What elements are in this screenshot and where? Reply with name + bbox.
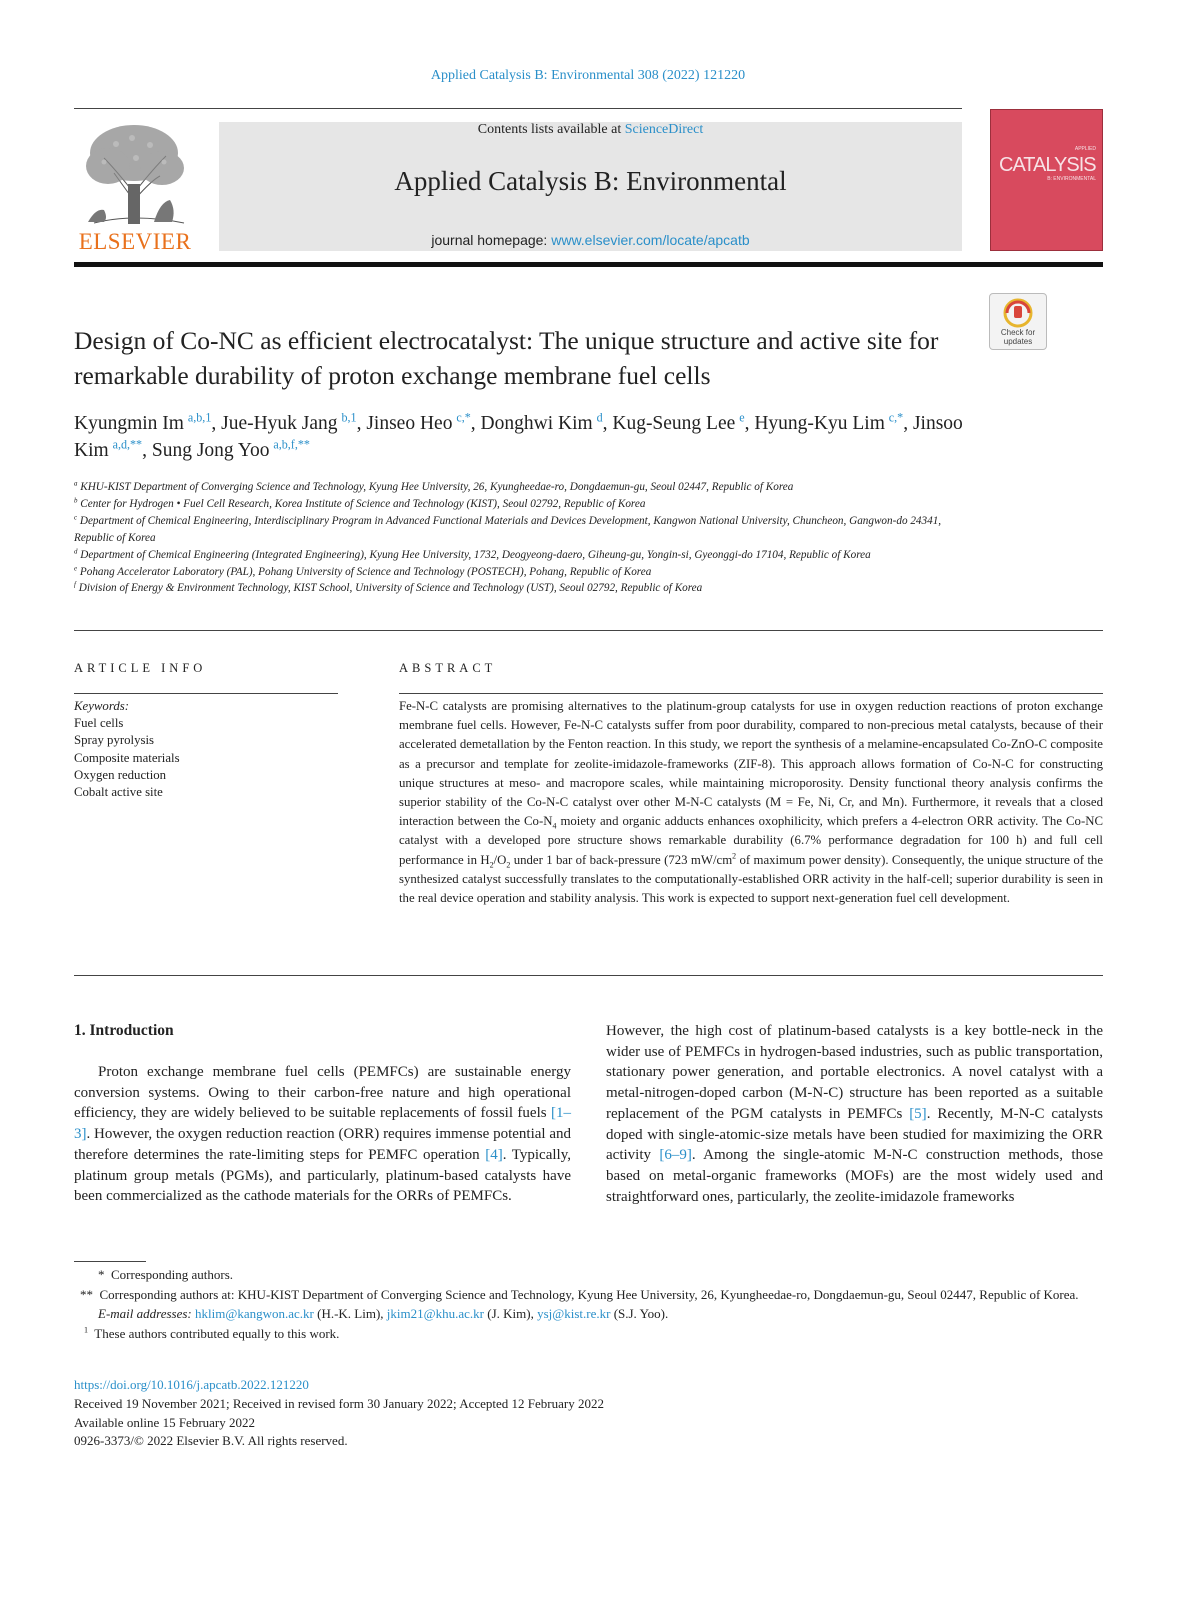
- check-for-updates-button[interactable]: [989, 293, 1047, 350]
- affiliation-text: Pohang Accelerator Laboratory (PAL), Pohang University of Science and Technology (POSTECH), Pohang, Republic of Korea: [79, 565, 652, 578]
- author-name[interactable]: Kyungmin Im: [74, 413, 184, 434]
- author-affiliation-marks[interactable]: e: [739, 410, 745, 425]
- abstract-end-rule: [74, 975, 1103, 976]
- body-text: Proton exchange membrane fuel cells (PEMFCs) are sustainable energy conversion systems. Owing to their carbon-free nature and high operational efficiency, they are widely believed to be suitable replacements of fossil fuels: [74, 1064, 571, 1122]
- footnote-equal-contribution: [74, 1324, 1103, 1344]
- body-text: . Recently, M-N-C catalysts doped with single-atomic-size metals have been studied for maximizing the ORR activity: [606, 1105, 1104, 1164]
- affiliation-item: [74, 513, 974, 547]
- publication-info: [74, 1376, 1103, 1451]
- homepage-line: [219, 232, 962, 248]
- article-title: Design of Co-NC as efficient electrocatalyst: The unique structure and active site for remarkable durability of proton exchange membrane fuel cells: [74, 326, 939, 390]
- elsevier-wordmark: ELSEVIER: [78, 229, 192, 254]
- contents-line: [219, 122, 962, 138]
- email-link[interactable]: hklim@kangwon.ac.kr: [195, 1306, 314, 1321]
- keyword-item: Oxygen reduction: [74, 767, 167, 782]
- affiliation-item: [74, 479, 974, 496]
- affiliation-mark: c: [74, 513, 78, 522]
- footnote-rule: [74, 1261, 146, 1262]
- author-separator: ,: [602, 413, 613, 434]
- keywords-block: [74, 698, 338, 801]
- affiliation-mark: a: [74, 479, 78, 488]
- abstract-segment: under 1 bar of back-pressure (723 mW/cm: [510, 852, 733, 867]
- footnote-emails: [74, 1304, 1103, 1324]
- author-separator: ,: [356, 413, 367, 434]
- footnotes: [74, 1265, 1103, 1343]
- affiliation-text: KHU-KIST Department of Converging Science and Technology, Kyung Hee University, 26, Kyungheedae-ro, Dongdaemun-gu, Seoul 02447, Republic of Korea: [80, 481, 794, 493]
- citation-link[interactable]: [1–3]: [74, 1105, 571, 1143]
- author-affiliation-marks[interactable]: d: [596, 410, 603, 425]
- author-affiliation-marks[interactable]: a,b,1: [187, 410, 212, 425]
- homepage-prefix: journal homepage:: [431, 232, 552, 248]
- email-link[interactable]: ysj@kist.re.kr: [537, 1306, 611, 1321]
- citation-link[interactable]: [4]: [485, 1146, 503, 1163]
- abstract-segment: of maximum power density). Consequently, the unique structure of the synthesized catalyst successfully translates to the computationally-established ORR activity in the half-cell; superior durability is seen in the real device operation and stability analysis. This work is expected to support next-generation fuel cell development.: [399, 852, 1103, 906]
- author-separator: ,: [744, 413, 755, 434]
- affiliation-item: [74, 580, 974, 597]
- cover-title: CATALYSIS: [999, 154, 1096, 176]
- author-name[interactable]: Donghwi Kim: [480, 413, 593, 434]
- check-updates-icon: [1003, 298, 1033, 328]
- email-label: E-mail addresses:: [98, 1306, 192, 1321]
- copyright-line: 0926-3373/© 2022 Elsevier B.V. All rights reserved.: [74, 1433, 348, 1449]
- keywords-label: Keywords:: [74, 699, 129, 713]
- footnote-mark: *: [98, 1267, 105, 1282]
- footnote-text: Corresponding authors at: KHU-KIST Department of Converging Science and Technology, Kyung Hee University, 26, Kyungheedae-ro, Dongdaemun-gu, Seoul 02447, Republic of Korea.: [99, 1286, 1079, 1302]
- author-name[interactable]: Jue-Hyuk Jang: [221, 413, 338, 434]
- affiliation-item: [74, 564, 974, 581]
- affiliation-list: [74, 479, 974, 597]
- author-affiliation-marks[interactable]: c,*: [888, 410, 904, 425]
- homepage-link[interactable]: www.elsevier.com/locate/apcatb: [551, 232, 750, 248]
- abstract-subscript: 4: [552, 821, 557, 831]
- cover-applied-text: APPLIED: [1074, 146, 1096, 152]
- section-heading-introduction: 1. Introduction: [74, 1022, 174, 1039]
- keyword-item: Cobalt active site: [74, 785, 163, 800]
- affiliation-rule: [74, 630, 1103, 631]
- email-owner: (J. Kim),: [483, 1306, 538, 1321]
- author-name[interactable]: Jinseo Heo: [366, 413, 453, 434]
- journal-name: Applied Catalysis B: Environmental: [394, 166, 787, 196]
- abstract-rule: [399, 693, 1103, 694]
- footnote-corresponding-address: [74, 1285, 1103, 1305]
- doi-link[interactable]: https://doi.org/10.1016/j.apcatb.2022.121220: [74, 1377, 309, 1392]
- citation-link[interactable]: [6–9]: [659, 1147, 692, 1164]
- author-separator: ,: [211, 413, 222, 434]
- intro-right-column: [606, 1021, 1103, 1207]
- body-text: . However, the oxygen reduction reaction (ORR) requires immense potential and therefore determines the rate-limiting steps for PEMFC operation: [74, 1126, 571, 1163]
- keyword-item: Composite materials: [74, 750, 180, 765]
- author-name[interactable]: Sung Jong Yoo: [151, 440, 270, 461]
- author-affiliation-marks[interactable]: a,b,f,**: [273, 437, 310, 452]
- running-header[interactable]: Applied Catalysis B: Environmental 308 (2022) 121220: [430, 68, 746, 83]
- abstract-segment: Fe-N-C catalysts are promising alternatives to the platinum-group catalysts for use in oxygen reduction reactions of proton exchange membrane fuel cells. However, Fe-N-C catalysts suffer from poor durability, compared to non-precious metal catalysts, because of their accelerated demetallation by the Fenton reaction. In this study, we report the synthesis of a melamine-encapsulated Co-ZnO-C composite as a precursor and template for zeolite-imidazole-frameworks (ZIF-8). This approach allows formation of Co-N-C for constructing unique structures at meso- and macropore scales, while maintaining microporosity. Density functional theory analysis confirms the superior stability of the Co-N-C catalyst over other M-N-C catalysts (M = Fe, Ni, Cr, and Mn). Furthermore, it reveals that a closed interaction between the Co-N: [399, 699, 1103, 829]
- body-text: . Among the single-atomic M-N-C construction methods, those based on metal-organic frameworks (MOFs) are the most widely used and straightforward ones, particularly, the zeolite-imidazole frameworks: [606, 1147, 1103, 1205]
- intro-left-column: [74, 1062, 571, 1207]
- affiliation-mark: f: [74, 580, 76, 589]
- abstract-subscript: 2: [489, 860, 494, 870]
- affiliation-mark: e: [74, 563, 78, 572]
- article-info-heading: ARTICLE INFO: [74, 661, 207, 675]
- abstract-subscript: 2: [506, 860, 511, 870]
- author-name[interactable]: Kug-Seung Lee: [612, 413, 736, 434]
- cover-subtitle: B: ENVIRONMENTAL: [1047, 176, 1096, 182]
- received-dates: Received 19 November 2021; Received in revised form 30 January 2022; Accepted 12 February 2022: [74, 1395, 604, 1411]
- abstract-text: [399, 697, 1103, 908]
- check-updates-label: Check for updates: [1000, 328, 1036, 346]
- author-affiliation-marks[interactable]: c,*: [456, 410, 471, 425]
- author-separator: ,: [142, 440, 152, 461]
- abstract-segment: moiety and organic adducts enhances oxophilicity, which prefers a 4-electron ORR activity. The Co-NC catalyst with a developed pore structure shows remarkable durability (6.7% performance degradation for 100 h) and full cell performance in H: [399, 814, 1103, 867]
- affiliation-item: [74, 547, 974, 564]
- affiliation-text: Department of Chemical Engineering, Interdisciplinary Program in Advanced Functional Materials and Devices Development, Kangwon National University, Chuncheon, Gangwon-do 24341, Republic of Korea: [74, 514, 942, 544]
- footnote-mark: **: [80, 1286, 93, 1302]
- abstract-superscript: 2: [732, 851, 737, 861]
- footnote-mark: 1: [84, 1325, 89, 1335]
- journal-cover[interactable]: [990, 109, 1103, 251]
- abstract-heading: ABSTRACT: [399, 661, 497, 675]
- affiliation-text: Center for Hydrogen • Fuel Cell Research, Korea Institute of Science and Technology (KIST), Seoul 02792, Republic of Korea: [80, 497, 646, 510]
- keyword-item: Fuel cells: [74, 716, 124, 731]
- email-owner: (H.-K. Lim),: [313, 1306, 387, 1321]
- footnote-text: These authors contributed equally to this work.: [94, 1325, 340, 1341]
- body-text: However, the high cost of platinum-based catalysts is a key bottle-neck in the wider use of PEMFCs in hydrogen-based industries, such as public transportation, stationary power generation, and portable electronics. A novel catalyst with a metal-nitrogen-doped carbon (M-N-C) structure has been reported as a suitable replacement of the PGM catalysts in PEMFCs: [606, 1023, 1103, 1122]
- available-online: Available online 15 February 2022: [74, 1414, 255, 1430]
- footnote-corresponding: [74, 1265, 1103, 1285]
- author-affiliation-marks[interactable]: a,d,**: [112, 437, 143, 452]
- keyword-item: Spray pyrolysis: [74, 733, 154, 748]
- author-name[interactable]: Hyung-Kyu Lim: [754, 413, 885, 434]
- header-thick-rule: [74, 262, 1103, 267]
- contents-prefix: Contents lists available at: [477, 122, 625, 137]
- affiliation-text: Division of Energy & Environment Technology, KIST School, University of Science and Technology (UST), Seoul 02792, Republic of Korea: [78, 582, 703, 595]
- email-owner: (S.J. Yoo).: [610, 1306, 669, 1321]
- article-info-rule: [74, 693, 338, 694]
- abstract-segment: /O: [493, 852, 507, 867]
- author-list: [74, 410, 974, 464]
- author-affiliation-marks[interactable]: b,1: [341, 410, 357, 425]
- citation-link[interactable]: [5]: [909, 1105, 927, 1122]
- author-separator: ,: [903, 413, 913, 434]
- sciencedirect-link[interactable]: ScienceDirect: [624, 122, 704, 137]
- affiliation-mark: d: [74, 546, 78, 555]
- email-link[interactable]: jkim21@khu.ac.kr: [386, 1306, 484, 1321]
- top-rule: [74, 108, 962, 109]
- body-text: . Typically, platinum group metals (PGMs), and particularly, platinum-based catalysts have been commercialized as the cathode materials for the ORRs of PEMFCs.: [74, 1146, 571, 1205]
- affiliation-mark: b: [74, 496, 78, 505]
- affiliation-item: [74, 496, 974, 513]
- footnote-text: Corresponding authors.: [111, 1267, 234, 1282]
- affiliation-text: Department of Chemical Engineering (Integrated Engineering), Kyung Hee University, 1732, Deogyeong-daero, Giheung-gu, Yongin-si, Gyeonggi-do 17104, Republic of Korea: [80, 548, 871, 561]
- author-separator: ,: [470, 413, 481, 434]
- author-name[interactable]: Jinsoo Kim: [74, 413, 963, 461]
